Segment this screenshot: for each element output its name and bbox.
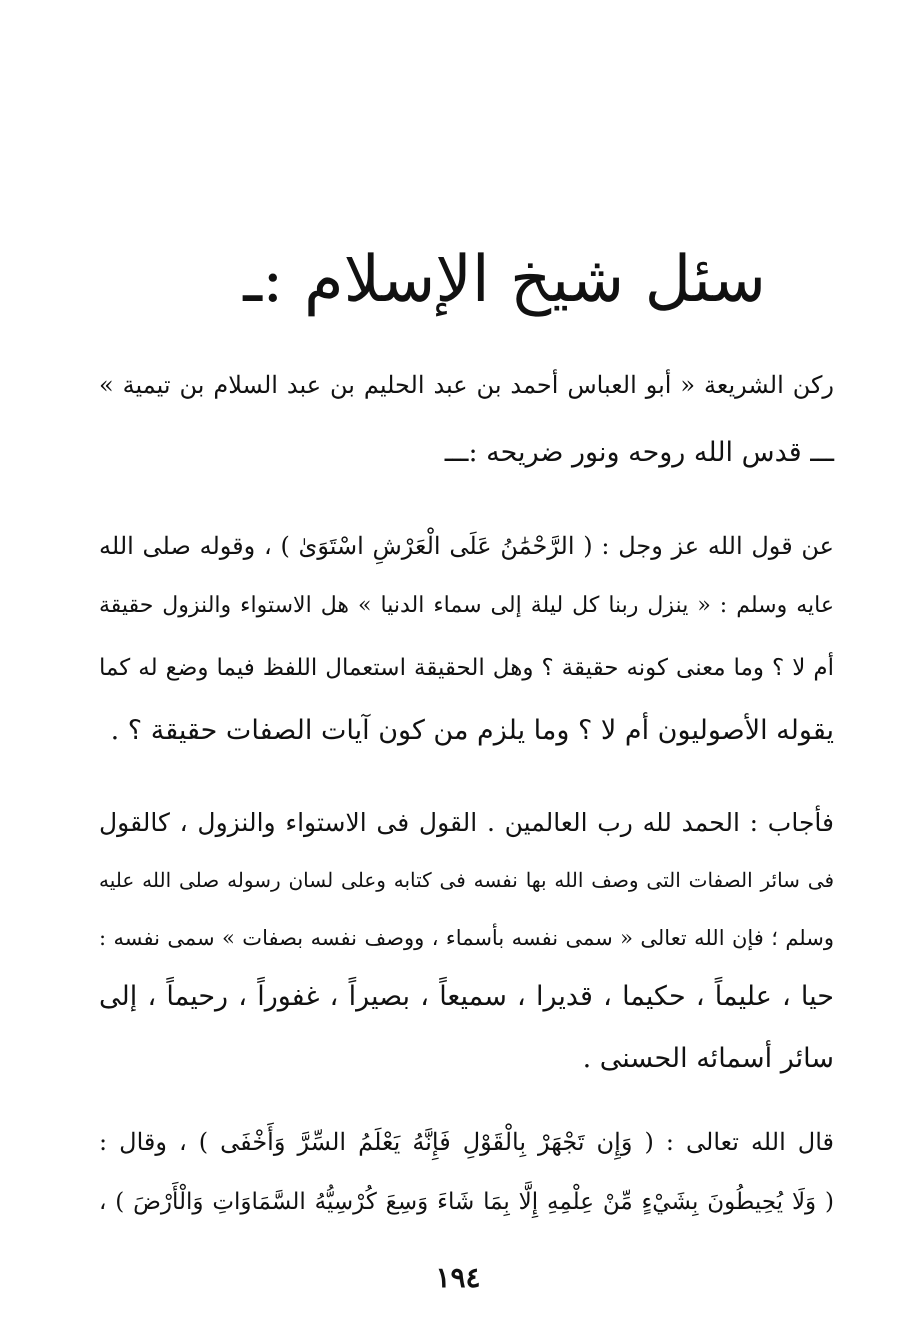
page-number: ١٩٤ (435, 1261, 481, 1294)
verse-line-2: ( وَلَا يُحِيطُونَ بِشَيْءٍ مِّنْ عِلْمِهِ إِلَّا بِمَا شَاءَ وَسِعَ كُرْسِيُّهُ السَّمَاوَاتِ وَالْأَرْضَ ) ، (99, 1189, 834, 1215)
page-title: سئل شيخ الإسلام :ـ (243, 243, 766, 317)
question-line-4: يقوله الأصوليون أم لا ؟ وما يلزم من كون آيات الصفات حقيقة ؟ . (110, 715, 834, 746)
answer-line-2: فى سائر الصفات التى وصف الله بها نفسه فى كتابه وعلى لسان رسوله صلى الله عليه (99, 868, 834, 892)
answer-line-1: فأجاب : الحمد لله رب العالمين . القول فى الاستواء والنزول ، كالقول (99, 808, 834, 837)
question-line-3: أم لا ؟ وما معنى كونه حقيقة ؟ وهل الحقيقة استعمال اللفظ فيما وضع له كما (99, 655, 834, 681)
answer-line-5: سائر أسمائه الحسنى . (582, 1043, 834, 1074)
intro-line-1: ركن الشريعة « أبو العباس أحمد بن عبد الحليم بن عبد السلام بن تيمية » (99, 371, 834, 399)
answer-line-3: وسلم ؛ فإن الله تعالى « سمى نفسه بأسماء ، ووصف نفسه بصفات » سمى نفسه : (99, 926, 834, 950)
answer-line-4: حيا ، عليماً ، حكيما ، قديرا ، سميعاً ، بصيراً ، غفوراً ، رحيماً ، إلى (99, 981, 834, 1012)
question-line-2: عايه وسلم : « ينزل ربنا كل ليلة إلى سماء الدنيا » هل الاستواء والنزول حقيقة (99, 593, 834, 618)
verse-line-1: قال الله تعالى : ( وَإِن تَجْهَرْ بِالْقَوْلِ فَإِنَّهُ يَعْلَمُ السِّرَّ وَأَخْفَى ) ، وقال : (99, 1128, 834, 1156)
intro-line-2: ـــ قدس الله روحه ونور ضريحه :ـــ (444, 437, 834, 468)
question-line-1: عن قول الله عز وجل : ( الرَّحْمَٰنُ عَلَى الْعَرْشِ اسْتَوَىٰ ) ، وقوله صلى الله (99, 532, 834, 560)
